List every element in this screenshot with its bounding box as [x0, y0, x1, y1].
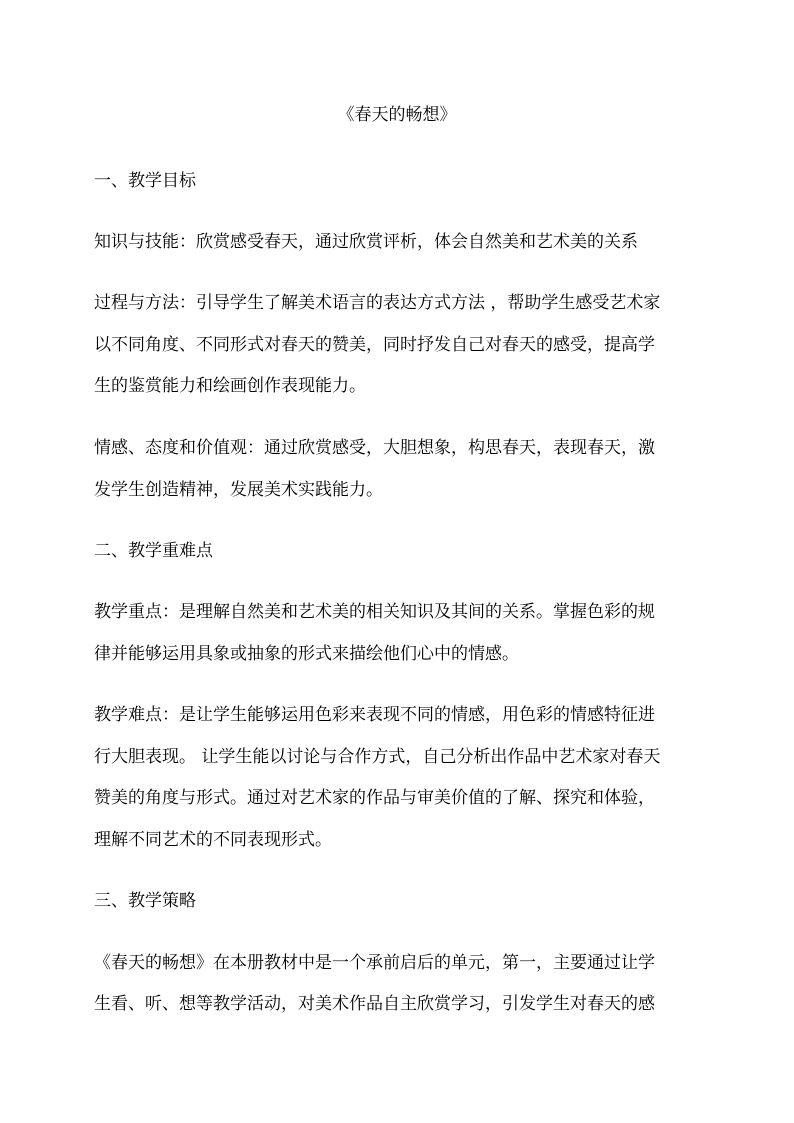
- paragraph-teaching-focus-line-2: 律并能够运用具象或抽象的形式来描绘他们心中的情感。: [94, 644, 519, 664]
- paragraph-emotion-values-line-1: 情感、态度和价值观：通过欣赏感受，大胆想象，构思春天，表现春天，激: [94, 438, 655, 458]
- paragraph-process-methods-line-2: 以不同角度、不同形式对春天的赞美，同时抒发自己对春天的感受，提高学: [94, 335, 655, 355]
- paragraph-teaching-difficulty-line-1: 教学难点：是让学生能够运用色彩来表现不同的情感，用色彩的情感特征进: [94, 705, 655, 725]
- paragraph-process-methods-line-1: 过程与方法：引导学生了解美术语言的表达方式方法 ，帮助学生感受艺术家: [94, 293, 661, 313]
- paragraph-teaching-difficulty-line-3: 赞美的角度与形式。通过对艺术家的作品与审美价值的了解、探究和体验，: [94, 788, 655, 808]
- paragraph-strategy-line-2: 生看、听、想等教学活动，对美术作品自主欣赏学习，引发学生对春天的感: [94, 994, 655, 1014]
- paragraph-strategy-line-1: 《春天的畅想》在本册教材中是一个承前启后的单元，第一，主要通过让学: [94, 953, 655, 973]
- paragraph-teaching-difficulty-line-4: 理解不同艺术的不同表现形式。: [94, 830, 332, 850]
- paragraph-process-methods-line-3: 生的鉴赏能力和绘画创作表现能力。: [94, 376, 366, 396]
- paragraph-teaching-focus-line-1: 教学重点：是理解自然美和艺术美的相关知识及其间的关系。掌握色彩的规: [94, 602, 655, 622]
- paragraph-knowledge-skills: 知识与技能：欣赏感受春天，通过欣赏评析，体会自然美和艺术美的关系: [94, 232, 638, 252]
- section-heading-teaching-goals: 一、教学目标: [94, 171, 196, 191]
- section-heading-key-difficult-points: 二、教学重难点: [94, 541, 213, 561]
- document-title: 《春天的畅想》: [337, 105, 457, 125]
- section-heading-teaching-strategy: 三、教学策略: [94, 891, 196, 911]
- paragraph-teaching-difficulty-line-2: 行大胆表现。 让学生能以讨论与合作方式，自己分析出作品中艺术家对春天: [94, 747, 661, 767]
- paragraph-emotion-values-line-2: 发学生创造精神，发展美术实践能力。: [94, 480, 383, 500]
